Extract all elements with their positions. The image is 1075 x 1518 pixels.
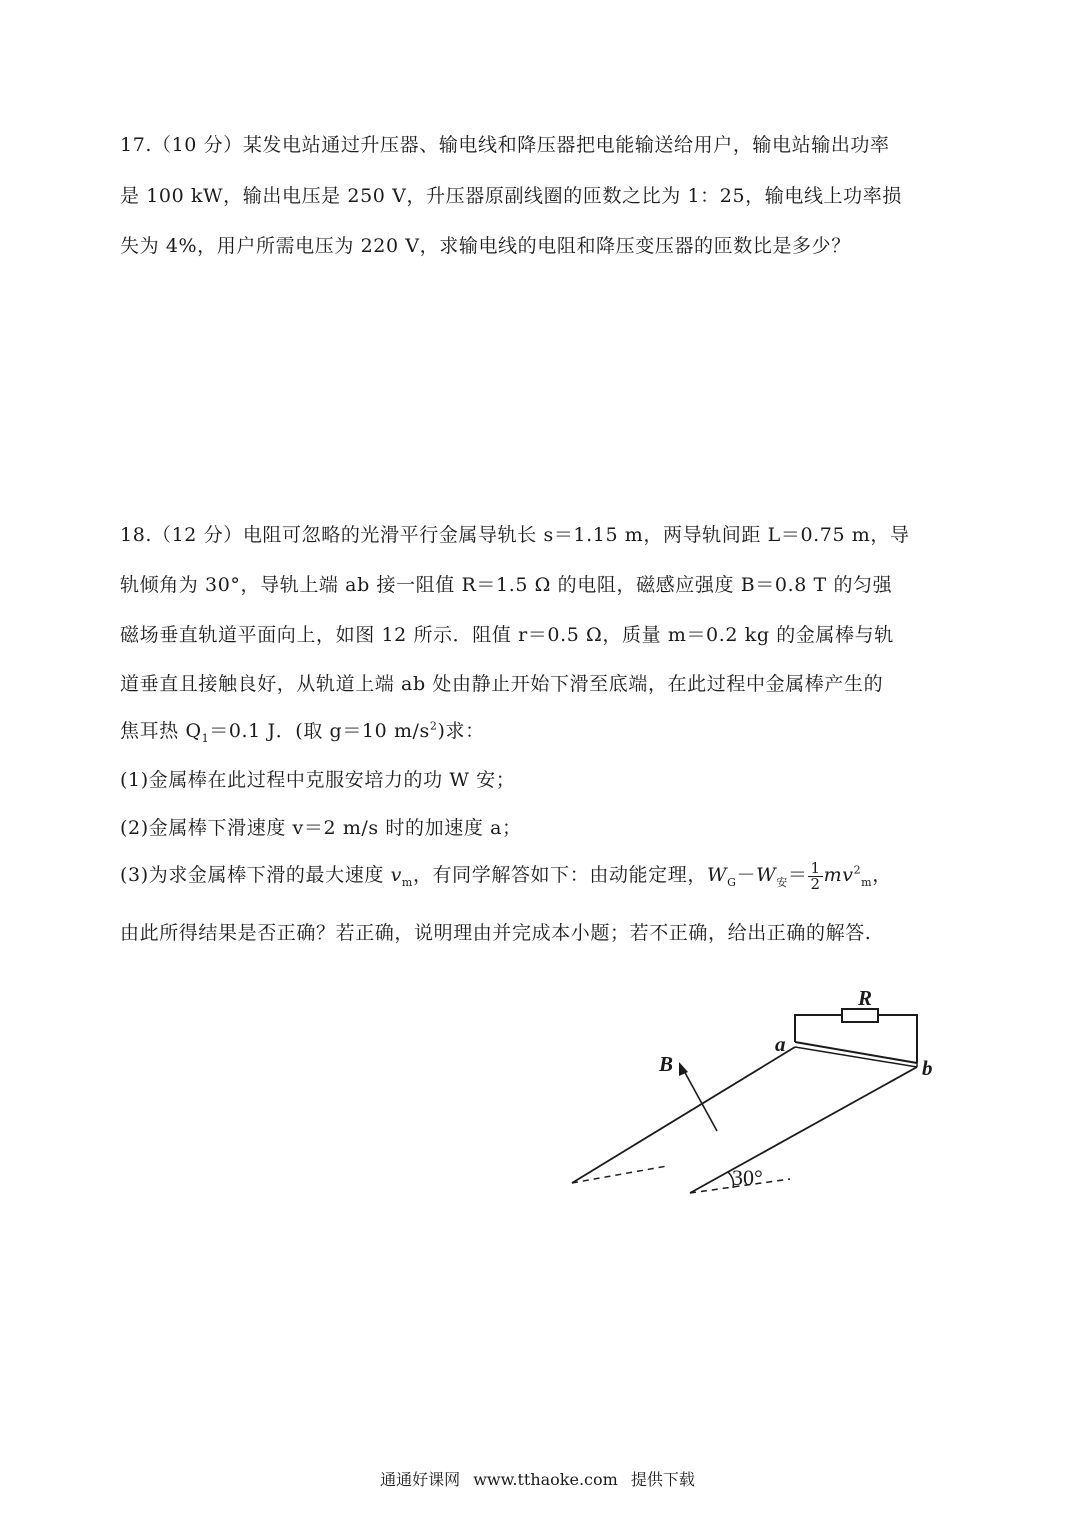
label-angle: 30° [732, 1165, 763, 1190]
q18-line-5-sup: 2 [429, 719, 438, 733]
b-field-arrow [683, 1069, 717, 1131]
q18-line-5-sub: 1 [201, 731, 210, 745]
fraction-half [808, 858, 822, 893]
fraction-denominator: 2 [810, 874, 821, 893]
incline-rail-diagram [555, 985, 955, 1205]
top-bar-ab-inner [795, 1047, 917, 1067]
sub3-Wsub: G [727, 875, 737, 889]
sub3-W2: W [756, 864, 777, 886]
sub3-msub: m [861, 875, 873, 889]
sub3-v: v [390, 864, 402, 886]
q18-line-1: 18.（12 分）电阻可忽略的光滑平行金属导轨长 s＝1.15 m，两导轨间距 L＝0.75 m，导 [120, 524, 910, 546]
q18-sub-1: (1)金属棒在此过程中克服安培力的功 W 安； [120, 769, 516, 791]
label-R: R [858, 986, 873, 1010]
footer-note: 提供下载 [630, 1470, 695, 1489]
q18-line-2: 轨倾角为 30°，导轨上端 ab 接一阻值 R＝1.5 Ω 的电阻，磁感应强度 B＝0.8 T 的匀强 [120, 574, 893, 596]
b-field-arrowhead [679, 1062, 688, 1076]
q17-line-2: 是 100 kW，输出电压是 250 V，升压器原副线圈的匝数之比为 1：25，输电线上功率损 [120, 185, 902, 207]
q18-line-5-post: )求： [437, 720, 485, 742]
sub3-mid: ，有同学解答如下：由动能定理， [412, 864, 707, 886]
sub3-eq: ＝ [787, 864, 808, 886]
rail-right [690, 1067, 917, 1193]
footer-url[interactable]: www.tthaoke.com [473, 1470, 618, 1489]
page-footer [0, 1467, 1075, 1490]
q18-line-5-mid: ＝0.1 J．(取 g＝10 m/s [209, 720, 430, 742]
top-bar-ab [795, 1042, 917, 1063]
sub3-W: W [706, 864, 728, 886]
sub3-mv: mv [823, 864, 854, 886]
q18-sub-3-line-2: 由此所得结果是否正确？若正确，说明理由并完成本小题；若不正确，给出正确的解答. [120, 922, 872, 944]
resistor-symbol [842, 1009, 878, 1022]
sub3-vsub: m [401, 875, 413, 889]
label-a: a [775, 1032, 786, 1056]
sub3-pre: (3)为求金属棒下滑的最大速度 [120, 864, 391, 886]
label-B: B [659, 1052, 674, 1076]
q18-line-5 [120, 716, 485, 745]
q18-line-4: 道垂直且接触良好，从轨道上端 ab 处由静止开始下滑至底端，在此过程中金属棒产生的 [120, 673, 884, 695]
sub3-end: ， [872, 864, 892, 886]
footer-site: 通通好课网 [380, 1470, 461, 1489]
sub3-W2sub: 安 [776, 875, 788, 889]
sub3-minus: － [736, 864, 757, 886]
q17-line-3: 失为 4%，用户所需电压为 220 V，求输电线的电阻和降压变压器的匝数比是多少？ [120, 235, 851, 257]
fraction-numerator: 1 [810, 858, 821, 877]
q17-line-1: 17.（10 分）某发电站通过升压器、输电线和降压器把电能输送给用户，输电站输出功率 [120, 134, 890, 156]
label-b: b [922, 1056, 933, 1080]
sub3-sq: 2 [853, 863, 862, 877]
q18-sub-3 [120, 860, 892, 892]
q18-line-5-pre: 焦耳热 Q [120, 720, 202, 742]
q18-line-3: 磁场垂直轨道平面向上，如图 12 所示．阻值 r＝0.5 Ω，质量 m＝0.2 kg 的金属棒与轨 [120, 624, 894, 646]
q18-sub-2: (2)金属棒下滑速度 v＝2 m/s 时的加速度 a； [120, 817, 522, 839]
